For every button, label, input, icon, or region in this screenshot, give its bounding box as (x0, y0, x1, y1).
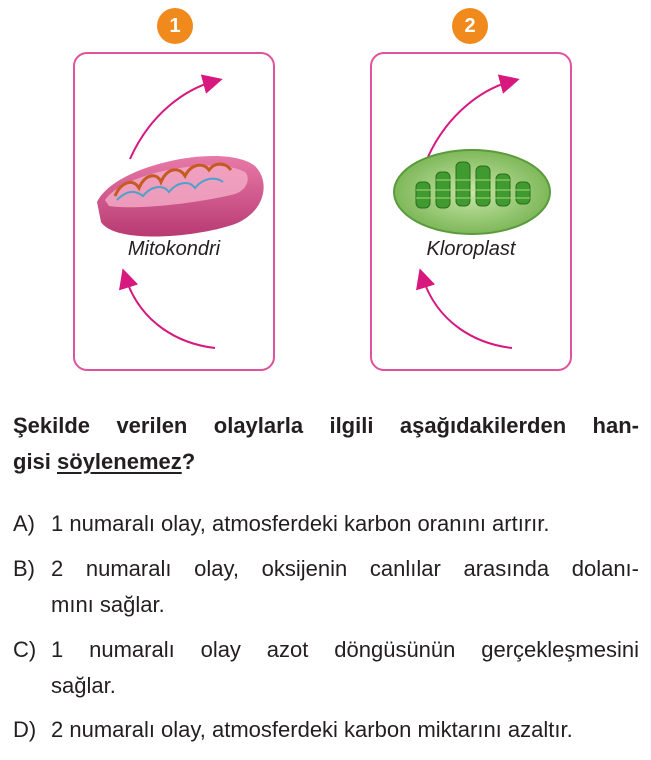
option-b-text-line-2: mını sağlar. (51, 592, 165, 617)
question-line-1: Şekilde verilen olaylarla ilgili aşağıdakilerden han- (13, 413, 639, 438)
option-b-letter: B) (13, 556, 35, 581)
chloroplast-illustration (372, 54, 574, 373)
chloroplast-panel (370, 52, 572, 371)
chloroplast-label: Kloroplast (426, 238, 516, 260)
option-d-letter: D) (13, 717, 37, 742)
option-b-text-line-1: 2 numaralı olay, oksijenin canlılar arasında dolanı- (51, 556, 639, 581)
question-line-2-prefix: gisi (13, 449, 58, 474)
option-c-text-line-2: sağlar. (51, 673, 116, 698)
mitochondrion-label: Mitokondri (127, 238, 221, 260)
option-d-text: 2 numaralı olay, atmosferdeki karbon miktarını azaltır. (51, 717, 573, 742)
panel-number-badge-1: 1 (157, 8, 193, 44)
question-mark: ? (181, 449, 196, 474)
option-a-letter: A) (13, 511, 35, 536)
question-emphasis: söylenemez (57, 449, 182, 474)
option-a-text: 1 numaralı olay, atmosferdeki karbon oranını artırır. (51, 511, 550, 536)
option-c-text-line-1: 1 numaralı olay azot döngüsünün gerçekleşmesini (51, 637, 639, 662)
mitochondrion-panel (73, 52, 275, 371)
option-d[interactable] (13, 712, 639, 748)
option-b[interactable] (13, 551, 639, 623)
question-stem (13, 408, 639, 480)
mitochondrion-illustration (75, 54, 277, 373)
option-c[interactable] (13, 632, 639, 704)
option-a[interactable] (13, 506, 639, 542)
panel-number-badge-2: 2 (452, 8, 488, 44)
option-c-letter: C) (13, 637, 37, 662)
